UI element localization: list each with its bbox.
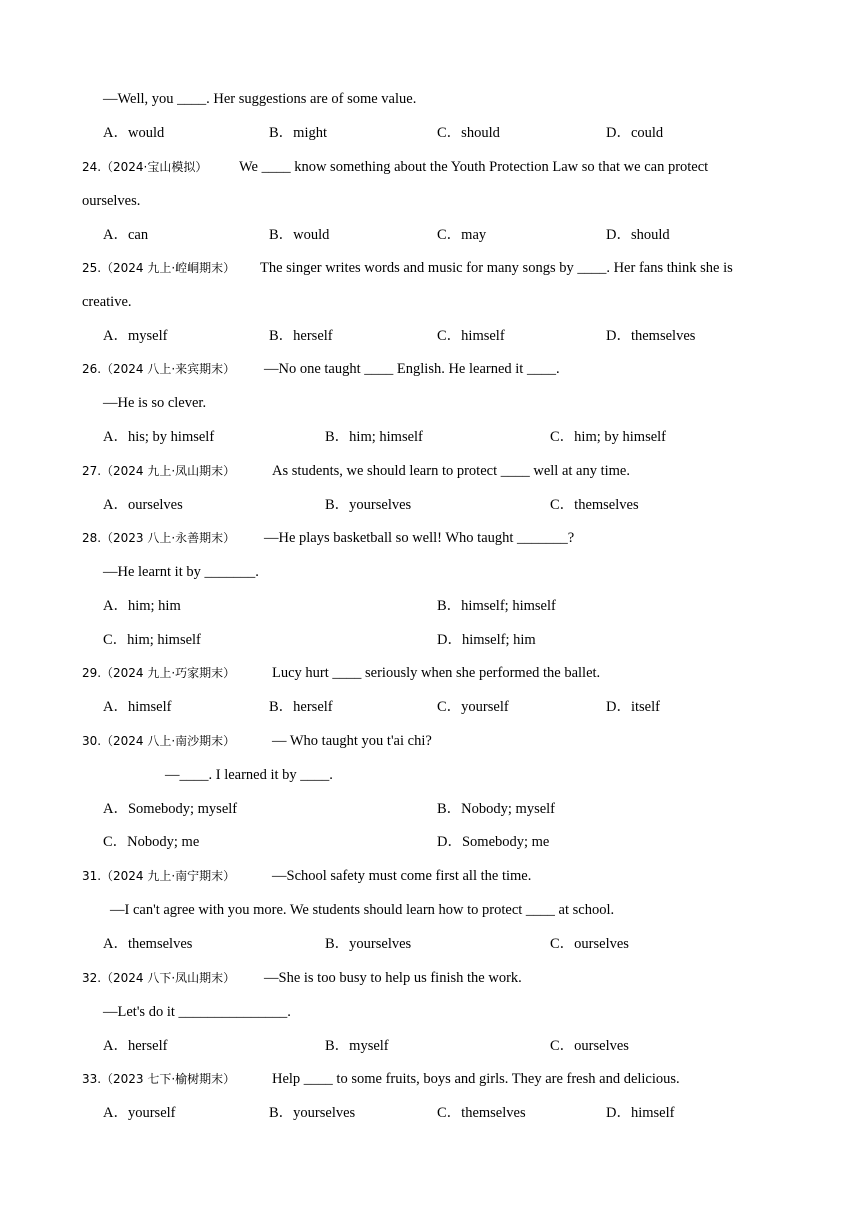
question-number: 30. [82, 734, 102, 748]
question-text: —School safety must come first all the time. [272, 868, 532, 884]
option-a: A．himself [103, 699, 172, 715]
question-30 [0, 730, 860, 752]
question-source: （2023 七下·榆树期末） [101, 1072, 236, 1086]
question-text: —He plays basketball so well! Who taught _______? [264, 530, 575, 546]
option-c: C．may [437, 227, 487, 243]
question-31 [0, 865, 860, 887]
option-c: C．should [437, 125, 500, 141]
options-q29 [0, 696, 860, 718]
option-c: C．him; himself [103, 632, 201, 648]
question-number: 29. [82, 666, 102, 680]
dialogue-line: —Well, you ____. Her suggestions are of some value. [103, 91, 417, 107]
question-source: （2024 九上·巧家期末） [101, 666, 236, 680]
option-b: B．Nobody; myself [437, 801, 556, 817]
question-number: 25. [82, 261, 102, 275]
question-text: Help ____ to some fruits, boys and girls. They are fresh and delicious. [272, 1071, 680, 1087]
option-d: D．himself; him [437, 632, 536, 648]
options-q24 [0, 224, 860, 246]
options-q23 [0, 122, 860, 144]
question-text-cont: ourselves. [82, 193, 141, 209]
option-c: C．him; by himself [550, 429, 666, 445]
question-source: （2024 八上·来宾期末） [101, 362, 236, 376]
question-30-reply [0, 764, 860, 786]
question-text-cont: creative. [82, 294, 132, 310]
option-a: A．myself [103, 328, 168, 344]
question-number: 31. [82, 869, 102, 883]
question-text: Lucy hurt ____ seriously when she performed the ballet. [272, 665, 601, 681]
dialogue-line: —Let's do it _______________. [103, 1004, 291, 1020]
question-28-reply [0, 561, 860, 583]
question-source: （2024·宝山模拟） [101, 160, 208, 174]
question-text: — Who taught you t'ai chi? [272, 733, 432, 749]
question-31-reply [0, 899, 860, 921]
options-q28-row1 [0, 595, 860, 617]
question-23-continuation [0, 88, 860, 110]
options-q26 [0, 426, 860, 448]
question-text: —No one taught ____ English. He learned it ____. [264, 361, 560, 377]
options-q30-row2 [0, 831, 860, 853]
question-24-continuation [0, 190, 860, 212]
dialogue-line: —He learnt it by _______. [103, 564, 259, 580]
dialogue-line: —I can't agree with you more. We students should learn how to protect ____ at school. [110, 902, 615, 918]
question-26-reply [0, 392, 860, 414]
option-c: C．ourselves [550, 936, 629, 952]
option-a: A．can [103, 227, 149, 243]
question-number: 27. [82, 464, 102, 478]
option-d: D．themselves [606, 328, 696, 344]
option-b: B．yourselves [325, 936, 412, 952]
option-b: B．yourselves [325, 497, 412, 513]
option-a: A．his; by himself [103, 429, 215, 445]
option-a: A．yourself [103, 1105, 176, 1121]
question-33 [0, 1068, 860, 1090]
question-number: 32. [82, 971, 102, 985]
question-28 [0, 527, 860, 549]
dialogue-line: —____. I learned it by ____. [165, 767, 333, 783]
option-b: B．yourselves [269, 1105, 356, 1121]
option-b: B．would [269, 227, 330, 243]
option-a: A．themselves [103, 936, 193, 952]
question-25-continuation [0, 291, 860, 313]
question-29 [0, 662, 860, 684]
option-b: B．himself; himself [437, 598, 556, 614]
option-c: C．Nobody; me [103, 834, 200, 850]
option-a: A．Somebody; myself [103, 801, 238, 817]
question-source: （2024 八下·凤山期末） [101, 971, 236, 985]
question-number: 26. [82, 362, 102, 376]
option-d: D．itself [606, 699, 660, 715]
question-source: （2024 九上·凤山期末） [101, 464, 236, 478]
question-number: 28. [82, 531, 102, 545]
option-b: B．myself [325, 1038, 389, 1054]
options-q31 [0, 933, 860, 955]
question-32 [0, 967, 860, 989]
question-source: （2024 八上·南沙期末） [101, 734, 236, 748]
option-c: C．themselves [550, 497, 639, 513]
options-q30-row1 [0, 798, 860, 820]
option-b: B．herself [269, 328, 333, 344]
dialogue-line: —He is so clever. [103, 395, 207, 411]
option-b: B．herself [269, 699, 333, 715]
question-source: （2024 九上·南宁期末） [101, 869, 236, 883]
question-25 [0, 257, 860, 279]
options-q33 [0, 1102, 860, 1124]
question-source: （2023 八上·永善期末） [101, 531, 236, 545]
question-text: The singer writes words and music for many songs by ____. Her fans think she is [260, 260, 733, 276]
option-a: A．would [103, 125, 165, 141]
question-24 [0, 156, 860, 178]
question-number: 33. [82, 1072, 102, 1086]
option-a: A．him; him [103, 598, 181, 614]
options-q27 [0, 494, 860, 516]
option-d: D．should [606, 227, 670, 243]
question-number: 24. [82, 160, 102, 174]
option-b: B．him; himself [325, 429, 423, 445]
option-d: D．could [606, 125, 664, 141]
option-c: C．himself [437, 328, 505, 344]
question-32-reply [0, 1001, 860, 1023]
option-d: D．himself [606, 1105, 675, 1121]
option-c: C．yourself [437, 699, 509, 715]
options-q28-row2 [0, 629, 860, 651]
question-source: （2024 九上·崆峒期末） [101, 261, 236, 275]
question-27 [0, 460, 860, 482]
option-c: C．themselves [437, 1105, 526, 1121]
option-c: C．ourselves [550, 1038, 629, 1054]
option-a: A．herself [103, 1038, 168, 1054]
option-d: D．Somebody; me [437, 834, 550, 850]
options-q25 [0, 325, 860, 347]
option-b: B．might [269, 125, 328, 141]
question-text: We ____ know something about the Youth Protection Law so that we can protect [239, 159, 709, 175]
question-text: —She is too busy to help us finish the work. [264, 970, 522, 986]
question-26 [0, 358, 860, 380]
options-q32 [0, 1035, 860, 1057]
question-text: As students, we should learn to protect ____ well at any time. [272, 463, 630, 479]
option-a: A．ourselves [103, 497, 183, 513]
